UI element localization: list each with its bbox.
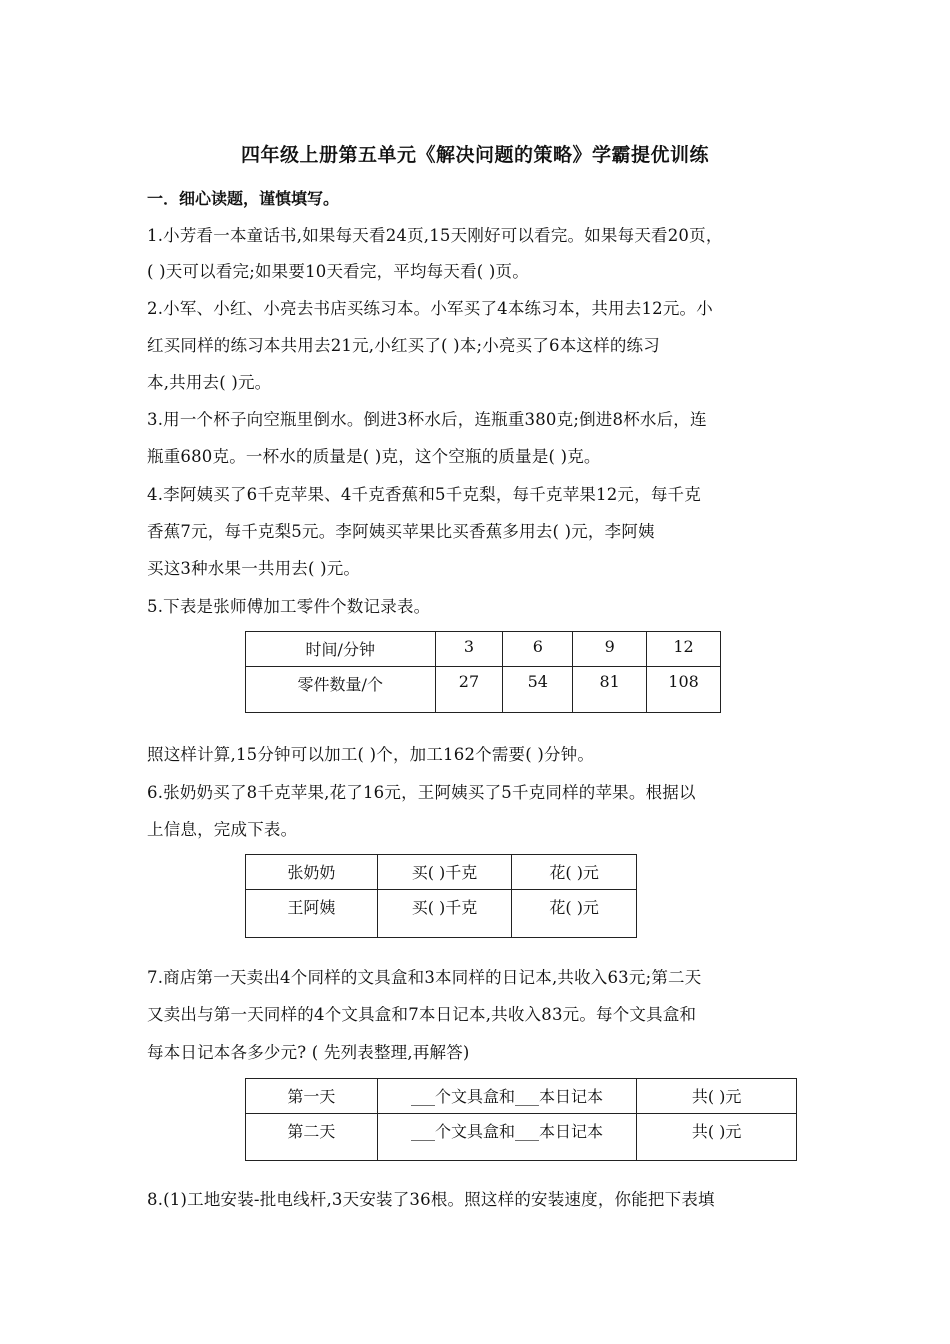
table-cell: 零件数量/个 [246, 667, 436, 713]
table-q7 [245, 1078, 797, 1161]
table-cell: 张奶奶 [246, 855, 378, 890]
question-2-line-3: 本,共用去( )元。 [147, 373, 272, 392]
section-heading: 一．细心读题，谨慎填写。 [147, 189, 340, 208]
table-row [246, 632, 721, 667]
table-cell: 6 [503, 632, 573, 667]
table-q5 [245, 631, 721, 713]
table-cell: 买( )千克 [377, 855, 512, 890]
table-cell: 时间/分钟 [246, 632, 436, 667]
table-cell: 9 [573, 632, 647, 667]
question-2-line-2: 红买同样的练习本共用去21元,小红买了( )本;小亮买了6本这样的练习 [147, 336, 660, 355]
table-row [246, 890, 637, 938]
table-cell: 81 [573, 667, 647, 713]
table-row [246, 855, 637, 890]
table-row [246, 1079, 797, 1114]
question-5-line-1: 5.下表是张师傅加工零件个数记录表。 [147, 597, 431, 616]
table-cell: 3 [435, 632, 503, 667]
table-cell: 54 [503, 667, 573, 713]
question-4-line-2: 香蕉7元，每千克梨5元。李阿姨买苹果比买香蕉多用去( )元，李阿姨 [147, 522, 655, 541]
table-cell: 王阿姨 [246, 890, 378, 938]
table-cell: 买( )千克 [377, 890, 512, 938]
table-cell: 第一天 [246, 1079, 378, 1114]
question-7-line-3: 每本日记本各多少元? ( 先列表整理,再解答) [147, 1043, 470, 1062]
question-4-line-3: 买这3种水果一共用去( )元。 [147, 559, 361, 578]
question-6-line-1: 6.张奶奶买了8千克苹果,花了16元，王阿姨买了5千克同样的苹果。根据以 [147, 783, 696, 802]
table-cell: 12 [647, 632, 721, 667]
question-1-line-2: ( )天可以看完;如果要10天看完，平均每天看( )页。 [147, 262, 529, 281]
table-row [246, 667, 721, 713]
table-cell: 27 [435, 667, 503, 713]
page-title: 四年级上册第五单元《解决问题的策略》学霸提优训练 [240, 144, 709, 166]
question-5-line-2: 照这样计算,15分钟可以加工( )个，加工162个需要( )分钟。 [147, 745, 595, 764]
question-3-line-2: 瓶重680克。一杯水的质量是( )克，这个空瓶的质量是( )克。 [147, 447, 601, 466]
table-cell: 花( )元 [512, 855, 637, 890]
table-cell: 共( )元 [637, 1114, 797, 1161]
question-7-line-2: 又卖出与第一天同样的4个文具盒和7本日记本,共收入83元。每个文具盒和 [147, 1005, 697, 1024]
table-cell: ___个文具盒和___本日记本 [377, 1079, 637, 1114]
table-cell: ___个文具盒和___本日记本 [377, 1114, 637, 1161]
question-2-line-1: 2.小军、小红、小亮去书店买练习本。小军买了4本练习本，共用去12元。小 [147, 299, 713, 318]
table-cell: 108 [647, 667, 721, 713]
table-cell: 第二天 [246, 1114, 378, 1161]
question-4-line-1: 4.李阿姨买了6千克苹果、4千克香蕉和5千克梨，每千克苹果12元，每千克 [147, 485, 701, 504]
table-row [246, 1114, 797, 1161]
question-3-line-1: 3.用一个杯子向空瓶里倒水。倒进3杯水后，连瓶重380克;倒进8杯水后，连 [147, 410, 707, 429]
question-7-line-1: 7.商店第一天卖出4个同样的文具盒和3本同样的日记本,共收入63元;第二天 [147, 968, 702, 987]
question-1-line-1: 1.小芳看一本童话书,如果每天看24页,15天刚好可以看完。如果每天看20页， [147, 226, 723, 245]
question-6-line-2: 上信息，完成下表。 [147, 820, 298, 839]
table-cell: 花( )元 [512, 890, 637, 938]
question-8-line-1: 8.(1)工地安装-批电线杆,3天安装了36根。照这样的安装速度，你能把下表填 [147, 1190, 715, 1209]
table-cell: 共( )元 [637, 1079, 797, 1114]
table-q6 [245, 854, 637, 938]
